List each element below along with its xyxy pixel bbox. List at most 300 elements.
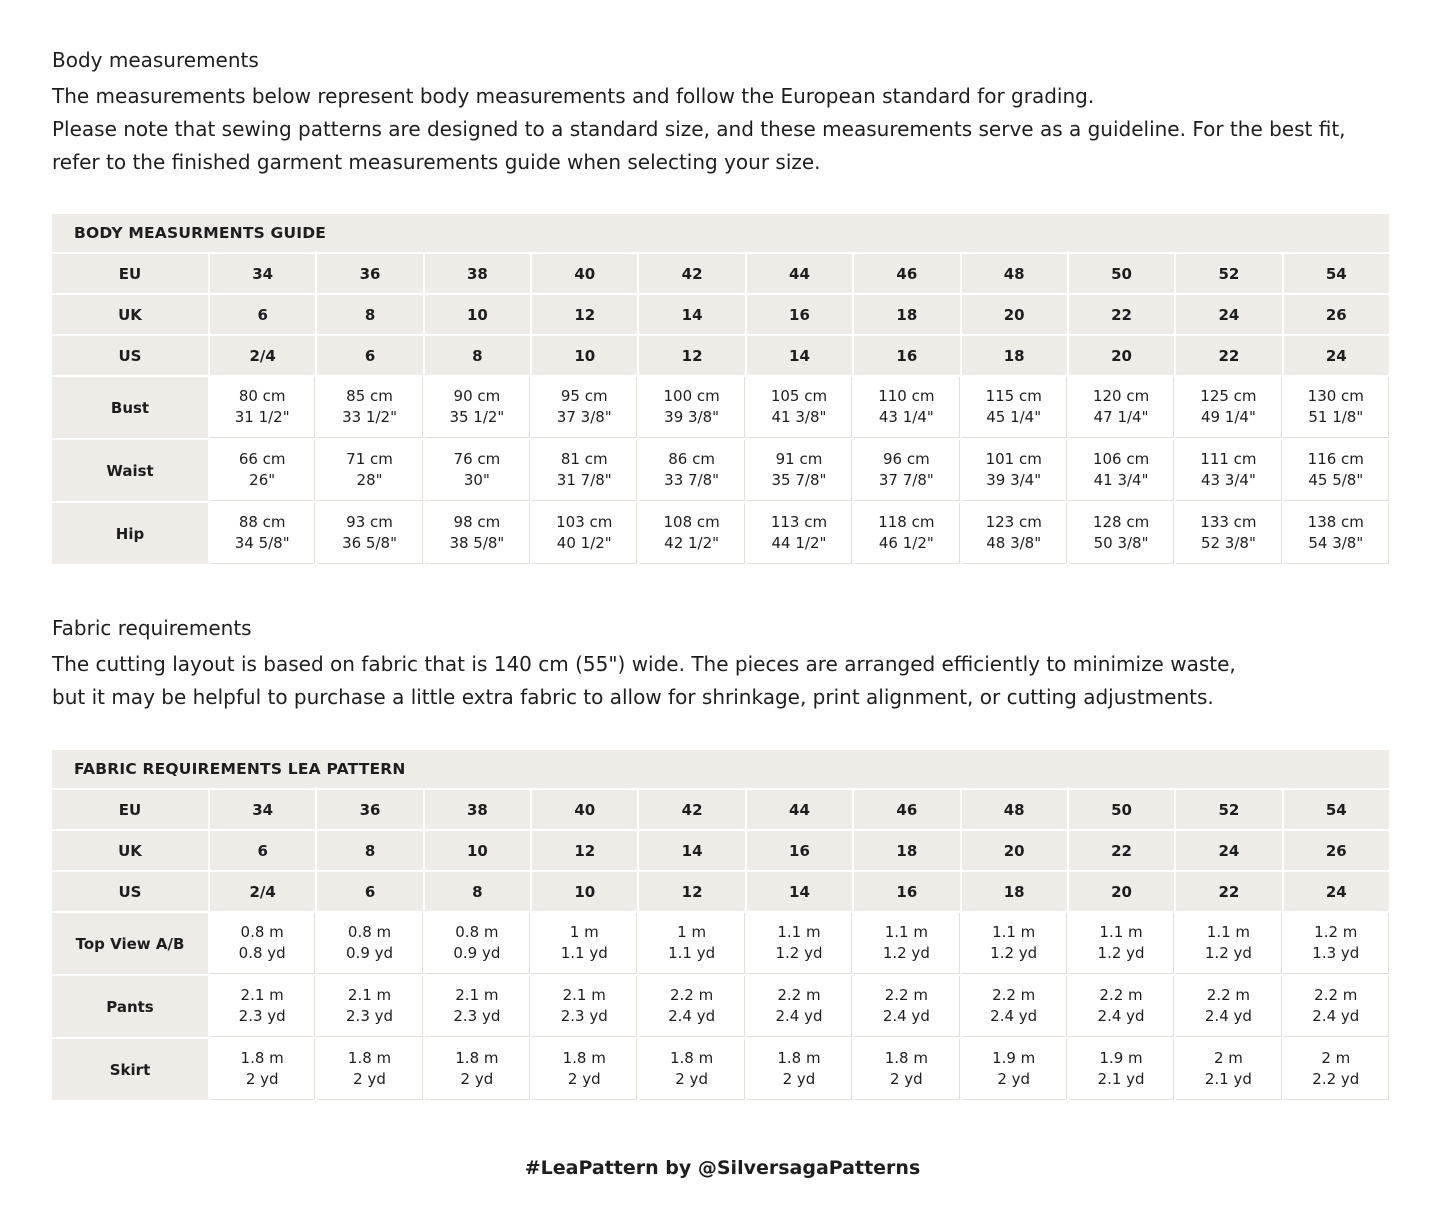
metric-value: 2.1 m xyxy=(240,986,284,1004)
imperial-value: 2.1 yd xyxy=(1097,1070,1145,1088)
table-caption: BODY MEASURMENTS GUIDE xyxy=(52,214,1389,252)
metric-value: 1.9 m xyxy=(1099,1049,1143,1067)
measure-cell xyxy=(317,976,422,1037)
size-cell: 20 xyxy=(962,831,1067,870)
size-cell: 12 xyxy=(639,336,744,375)
size-cell: 18 xyxy=(962,336,1067,375)
measure-cell xyxy=(1176,377,1281,438)
size-cell: 20 xyxy=(1069,872,1174,911)
imperial-value: 37 7/8" xyxy=(878,471,934,489)
size-cell: 44 xyxy=(747,790,852,829)
measure-cell xyxy=(639,1039,744,1100)
row-label: Skirt xyxy=(52,1039,208,1100)
size-cell: 8 xyxy=(317,831,422,870)
row-label: Bust xyxy=(52,377,208,438)
metric-value: 86 cm xyxy=(668,450,715,468)
body-measurements-description xyxy=(52,80,1392,179)
row-label: Top View A/B xyxy=(52,913,208,974)
metric-value: 2.2 m xyxy=(669,986,714,1004)
measure-cell xyxy=(532,440,637,501)
imperial-value: 2.3 yd xyxy=(346,1007,394,1025)
size-cell: 38 xyxy=(425,254,530,293)
measure-cell xyxy=(747,503,852,564)
row-label: UK xyxy=(52,831,208,870)
measure-row xyxy=(52,440,1389,501)
imperial-value: 0.8 yd xyxy=(238,944,286,962)
measure-cell xyxy=(854,503,959,564)
measure-cell xyxy=(317,913,422,974)
measure-cell xyxy=(425,913,530,974)
size-cell: 20 xyxy=(1069,336,1174,375)
imperial-value: 40 1/2" xyxy=(556,534,612,552)
metric-value: 106 cm xyxy=(1092,450,1150,468)
metric-value: 2.2 m xyxy=(1206,986,1251,1004)
metric-value: 0.8 m xyxy=(455,923,499,941)
metric-value: 125 cm xyxy=(1200,387,1257,405)
measure-cell xyxy=(962,440,1067,501)
size-cell: 18 xyxy=(854,831,959,870)
metric-value: 88 cm xyxy=(238,513,286,531)
size-cell: 54 xyxy=(1284,790,1389,829)
metric-value: 80 cm xyxy=(238,387,286,405)
size-cell: 22 xyxy=(1069,295,1174,334)
imperial-value: 1.3 yd xyxy=(1312,944,1360,962)
size-cell: 52 xyxy=(1176,790,1281,829)
metric-value: 120 cm xyxy=(1092,387,1150,405)
metric-value: 1.8 m xyxy=(669,1049,714,1067)
size-cell: 50 xyxy=(1069,254,1174,293)
measure-cell xyxy=(962,913,1067,974)
metric-value: 96 cm xyxy=(882,450,930,468)
imperial-value: 2.4 yd xyxy=(1312,1007,1360,1025)
measure-cell xyxy=(532,913,637,974)
size-cell: 16 xyxy=(854,336,959,375)
imperial-value: 2.3 yd xyxy=(453,1007,501,1025)
measure-cell xyxy=(1284,913,1389,974)
measure-cell xyxy=(1284,377,1389,438)
measure-cell xyxy=(532,1039,637,1100)
measure-cell xyxy=(1069,976,1174,1037)
size-cell: 6 xyxy=(210,831,315,870)
size-cell: 40 xyxy=(532,254,637,293)
measure-cell xyxy=(747,1039,852,1100)
metric-value: 115 cm xyxy=(985,387,1042,405)
imperial-value: 1.2 yd xyxy=(990,944,1038,962)
size-cell: 8 xyxy=(317,295,422,334)
imperial-value: 1.2 yd xyxy=(775,944,823,962)
row-label: EU xyxy=(52,790,208,829)
size-cell: 12 xyxy=(532,295,637,334)
measure-cell xyxy=(639,377,744,438)
imperial-value: 2.4 yd xyxy=(1204,1007,1252,1025)
measure-cell xyxy=(854,440,959,501)
measure-cell xyxy=(425,440,530,501)
metric-value: 1.8 m xyxy=(347,1049,392,1067)
metric-value: 1.8 m xyxy=(777,1049,821,1067)
imperial-value: 33 1/2" xyxy=(342,408,397,426)
imperial-value: 39 3/4" xyxy=(986,471,1042,489)
size-cell: 24 xyxy=(1176,295,1281,334)
metric-value: 90 cm xyxy=(453,387,501,405)
measure-row xyxy=(52,913,1389,974)
size-cell: 26 xyxy=(1284,295,1389,334)
size-cell: 18 xyxy=(854,295,959,334)
size-cell: 10 xyxy=(425,295,530,334)
metric-value: 0.8 m xyxy=(347,923,392,941)
description-line: refer to the finished garment measurements guide when selecting your size. xyxy=(52,150,821,174)
imperial-value: 34 5/8" xyxy=(234,534,290,552)
measure-cell xyxy=(425,503,530,564)
measure-cell xyxy=(747,913,852,974)
imperial-value: 49 1/4" xyxy=(1200,408,1256,426)
measure-cell xyxy=(854,913,959,974)
metric-value: 2.1 m xyxy=(562,986,606,1004)
size-cell: 20 xyxy=(962,295,1067,334)
size-cell: 22 xyxy=(1176,336,1281,375)
imperial-value: 1.2 yd xyxy=(882,944,930,962)
measure-cell xyxy=(425,377,530,438)
size-cell: 46 xyxy=(854,790,959,829)
size-cell: 12 xyxy=(639,872,744,911)
metric-value: 85 cm xyxy=(346,387,393,405)
metric-value: 93 cm xyxy=(346,513,393,531)
metric-value: 128 cm xyxy=(1092,513,1150,531)
size-cell: 34 xyxy=(210,254,315,293)
size-cell: 44 xyxy=(747,254,852,293)
fabric-requirements-description xyxy=(52,648,1392,714)
size-cell: 24 xyxy=(1284,336,1389,375)
fabric-requirements-table xyxy=(50,748,1391,1102)
metric-value: 111 cm xyxy=(1200,450,1257,468)
size-cell: 16 xyxy=(747,831,852,870)
imperial-value: 2 yd xyxy=(997,1070,1031,1088)
measure-cell xyxy=(639,503,744,564)
measure-cell xyxy=(210,913,315,974)
metric-value: 118 cm xyxy=(878,513,935,531)
metric-value: 1.8 m xyxy=(562,1049,606,1067)
measure-cell xyxy=(1069,1039,1174,1100)
metric-value: 1.8 m xyxy=(455,1049,499,1067)
metric-value: 138 cm xyxy=(1307,513,1364,531)
size-cell: 16 xyxy=(854,872,959,911)
metric-value: 1.1 m xyxy=(884,923,928,941)
metric-value: 100 cm xyxy=(663,387,720,405)
measure-cell xyxy=(962,503,1067,564)
measure-cell xyxy=(210,440,315,501)
metric-value: 0.8 m xyxy=(240,923,284,941)
size-row-uk xyxy=(52,831,1389,870)
metric-value: 2.2 m xyxy=(1314,986,1358,1004)
size-row-uk xyxy=(52,295,1389,334)
measure-row xyxy=(52,976,1389,1037)
measure-cell xyxy=(639,913,744,974)
measure-cell xyxy=(1176,1039,1281,1100)
imperial-value: 2 yd xyxy=(675,1070,708,1088)
size-cell: 42 xyxy=(639,254,744,293)
metric-value: 2.1 m xyxy=(347,986,392,1004)
imperial-value: 2 yd xyxy=(889,1070,923,1088)
imperial-value: 2.2 yd xyxy=(1312,1070,1360,1088)
imperial-value: 54 3/8" xyxy=(1308,534,1364,552)
imperial-value: 45 1/4" xyxy=(986,408,1042,426)
metric-value: 110 cm xyxy=(878,387,935,405)
metric-value: 1.1 m xyxy=(992,923,1036,941)
imperial-value: 41 3/4" xyxy=(1093,471,1149,489)
imperial-value: 52 3/8" xyxy=(1200,534,1256,552)
imperial-value: 2.3 yd xyxy=(238,1007,286,1025)
size-cell: 54 xyxy=(1284,254,1389,293)
metric-value: 113 cm xyxy=(770,513,828,531)
size-cell: 8 xyxy=(425,336,530,375)
metric-value: 2.2 m xyxy=(777,986,821,1004)
size-cell: 18 xyxy=(962,872,1067,911)
row-label: US xyxy=(52,336,208,375)
size-cell: 50 xyxy=(1069,790,1174,829)
size-cell: 10 xyxy=(532,336,637,375)
imperial-value: 1.1 yd xyxy=(668,944,716,962)
measure-cell xyxy=(639,440,744,501)
description-line: but it may be helpful to purchase a little extra fabric to allow for shrinkage, print alignment, or cutting adjustments. xyxy=(52,685,1214,709)
imperial-value: 51 1/8" xyxy=(1308,408,1364,426)
measure-cell xyxy=(854,976,959,1037)
size-cell: 14 xyxy=(747,872,852,911)
metric-value: 1 m xyxy=(569,923,599,941)
table-caption: FABRIC REQUIREMENTS LEA PATTERN xyxy=(52,750,1389,788)
imperial-value: 46 1/2" xyxy=(878,534,934,552)
description-line: Please note that sewing patterns are designed to a standard size, and these measurements serve as a guideline. For the best fit, xyxy=(52,117,1346,141)
metric-value: 2 m xyxy=(1213,1049,1243,1067)
imperial-value: 2 yd xyxy=(245,1070,279,1088)
imperial-value: 2.4 yd xyxy=(1097,1007,1145,1025)
measure-cell xyxy=(210,1039,315,1100)
metric-value: 133 cm xyxy=(1200,513,1257,531)
imperial-value: 2.4 yd xyxy=(882,1007,930,1025)
fabric-requirements-title: Fabric requirements xyxy=(52,616,252,640)
imperial-value: 2.4 yd xyxy=(668,1007,716,1025)
imperial-value: 30" xyxy=(463,471,490,489)
measure-cell xyxy=(1284,976,1389,1037)
metric-value: 1.1 m xyxy=(1206,923,1251,941)
size-row-eu xyxy=(52,254,1389,293)
imperial-value: 2.4 yd xyxy=(990,1007,1038,1025)
metric-value: 2 m xyxy=(1321,1049,1351,1067)
metric-value: 130 cm xyxy=(1307,387,1364,405)
measure-cell xyxy=(532,503,637,564)
metric-value: 103 cm xyxy=(556,513,613,531)
metric-value: 98 cm xyxy=(453,513,501,531)
measure-cell xyxy=(317,1039,422,1100)
size-cell: 8 xyxy=(425,872,530,911)
metric-value: 101 cm xyxy=(985,450,1042,468)
row-label: Pants xyxy=(52,976,208,1037)
imperial-value: 1.2 yd xyxy=(1204,944,1252,962)
size-cell: 16 xyxy=(747,295,852,334)
metric-value: 81 cm xyxy=(560,450,608,468)
measure-cell xyxy=(1069,440,1174,501)
row-label: UK xyxy=(52,295,208,334)
measure-cell xyxy=(1069,913,1174,974)
imperial-value: 39 3/8" xyxy=(664,408,720,426)
metric-value: 123 cm xyxy=(985,513,1042,531)
measure-cell xyxy=(1176,913,1281,974)
metric-value: 108 cm xyxy=(663,513,720,531)
imperial-value: 0.9 yd xyxy=(346,944,394,962)
description-line: The cutting layout is based on fabric that is 140 cm (55") wide. The pieces are arranged efficiently to minimize waste, xyxy=(52,652,1236,676)
size-cell: 48 xyxy=(962,790,1067,829)
imperial-value: 43 1/4" xyxy=(878,408,934,426)
metric-value: 116 cm xyxy=(1307,450,1364,468)
imperial-value: 2 yd xyxy=(782,1070,816,1088)
measure-cell xyxy=(1284,1039,1389,1100)
imperial-value: 31 7/8" xyxy=(556,471,612,489)
size-cell: 36 xyxy=(317,790,422,829)
measure-cell xyxy=(747,377,852,438)
size-cell: 14 xyxy=(639,295,744,334)
body-measurements-title: Body measurements xyxy=(52,48,259,72)
measure-cell xyxy=(425,976,530,1037)
imperial-value: 1.2 yd xyxy=(1097,944,1145,962)
size-cell: 22 xyxy=(1069,831,1174,870)
size-cell: 6 xyxy=(317,336,422,375)
size-row-eu xyxy=(52,790,1389,829)
imperial-value: 38 5/8" xyxy=(449,534,505,552)
imperial-value: 2 yd xyxy=(353,1070,386,1088)
size-row-us xyxy=(52,336,1389,375)
measure-cell xyxy=(747,976,852,1037)
imperial-value: 35 1/2" xyxy=(449,408,505,426)
row-label: Waist xyxy=(52,440,208,501)
imperial-value: 2.4 yd xyxy=(775,1007,823,1025)
metric-value: 95 cm xyxy=(560,387,608,405)
measure-cell xyxy=(532,976,637,1037)
imperial-value: 2.1 yd xyxy=(1204,1070,1252,1088)
measure-cell xyxy=(1069,377,1174,438)
measure-cell xyxy=(317,503,422,564)
measure-cell xyxy=(854,377,959,438)
imperial-value: 31 1/2" xyxy=(234,408,290,426)
imperial-value: 41 3/8" xyxy=(771,408,827,426)
imperial-value: 48 3/8" xyxy=(986,534,1042,552)
body-measurements-table xyxy=(50,212,1391,566)
metric-value: 76 cm xyxy=(453,450,501,468)
size-cell: 42 xyxy=(639,790,744,829)
measure-cell xyxy=(1284,503,1389,564)
imperial-value: 2.3 yd xyxy=(560,1007,608,1025)
metric-value: 2.2 m xyxy=(1099,986,1143,1004)
imperial-value: 47 1/4" xyxy=(1093,408,1149,426)
row-label: EU xyxy=(52,254,208,293)
imperial-value: 33 7/8" xyxy=(664,471,720,489)
size-cell: 52 xyxy=(1176,254,1281,293)
measure-cell xyxy=(962,976,1067,1037)
measure-row xyxy=(52,503,1389,564)
metric-value: 105 cm xyxy=(770,387,828,405)
measure-cell xyxy=(639,976,744,1037)
measure-cell xyxy=(962,1039,1067,1100)
measure-cell xyxy=(1176,976,1281,1037)
metric-value: 1.1 m xyxy=(777,923,821,941)
imperial-value: 35 7/8" xyxy=(771,471,827,489)
size-cell: 6 xyxy=(210,295,315,334)
size-row-us xyxy=(52,872,1389,911)
size-cell: 14 xyxy=(747,336,852,375)
imperial-value: 1.1 yd xyxy=(560,944,608,962)
imperial-value: 0.9 yd xyxy=(453,944,501,962)
size-cell: 24 xyxy=(1176,831,1281,870)
metric-value: 2.2 m xyxy=(884,986,928,1004)
imperial-value: 26" xyxy=(249,471,276,489)
measure-row xyxy=(52,1039,1389,1100)
imperial-value: 43 3/4" xyxy=(1200,471,1256,489)
size-cell: 2/4 xyxy=(210,872,315,911)
size-cell: 38 xyxy=(425,790,530,829)
size-cell: 2/4 xyxy=(210,336,315,375)
metric-value: 1.9 m xyxy=(992,1049,1036,1067)
metric-value: 1 m xyxy=(677,923,707,941)
metric-value: 71 cm xyxy=(346,450,393,468)
size-cell: 36 xyxy=(317,254,422,293)
measure-cell xyxy=(210,976,315,1037)
metric-value: 2.2 m xyxy=(992,986,1036,1004)
imperial-value: 2 yd xyxy=(567,1070,601,1088)
row-label: US xyxy=(52,872,208,911)
imperial-value: 37 3/8" xyxy=(556,408,612,426)
measure-cell xyxy=(962,377,1067,438)
size-cell: 40 xyxy=(532,790,637,829)
measure-cell xyxy=(747,440,852,501)
size-cell: 6 xyxy=(317,872,422,911)
metric-value: 91 cm xyxy=(775,450,823,468)
size-cell: 10 xyxy=(532,872,637,911)
metric-value: 66 cm xyxy=(238,450,286,468)
measure-row xyxy=(52,377,1389,438)
size-cell: 46 xyxy=(854,254,959,293)
imperial-value: 44 1/2" xyxy=(771,534,827,552)
measure-cell xyxy=(425,1039,530,1100)
metric-value: 1.8 m xyxy=(240,1049,284,1067)
imperial-value: 50 3/8" xyxy=(1093,534,1149,552)
footer-credit: #LeaPattern by @SilversagaPatterns xyxy=(524,1157,921,1179)
imperial-value: 2 yd xyxy=(460,1070,494,1088)
size-cell: 48 xyxy=(962,254,1067,293)
imperial-value: 36 5/8" xyxy=(342,534,397,552)
measure-cell xyxy=(1176,440,1281,501)
description-line: The measurements below represent body measurements and follow the European standard for grading. xyxy=(52,84,1095,108)
measure-cell xyxy=(210,377,315,438)
metric-value: 1.8 m xyxy=(884,1049,928,1067)
measure-cell xyxy=(317,440,422,501)
row-label: Hip xyxy=(52,503,208,564)
imperial-value: 42 1/2" xyxy=(664,534,720,552)
imperial-value: 45 5/8" xyxy=(1308,471,1364,489)
measure-cell xyxy=(317,377,422,438)
size-cell: 26 xyxy=(1284,831,1389,870)
measure-cell xyxy=(210,503,315,564)
size-cell: 10 xyxy=(425,831,530,870)
metric-value: 1.1 m xyxy=(1099,923,1143,941)
measure-cell xyxy=(1176,503,1281,564)
size-cell: 24 xyxy=(1284,872,1389,911)
metric-value: 2.1 m xyxy=(455,986,499,1004)
measure-cell xyxy=(1284,440,1389,501)
imperial-value: 28" xyxy=(356,471,383,489)
size-cell: 12 xyxy=(532,831,637,870)
measure-cell xyxy=(854,1039,959,1100)
size-cell: 22 xyxy=(1176,872,1281,911)
measure-cell xyxy=(1069,503,1174,564)
size-cell: 14 xyxy=(639,831,744,870)
metric-value: 1.2 m xyxy=(1314,923,1358,941)
